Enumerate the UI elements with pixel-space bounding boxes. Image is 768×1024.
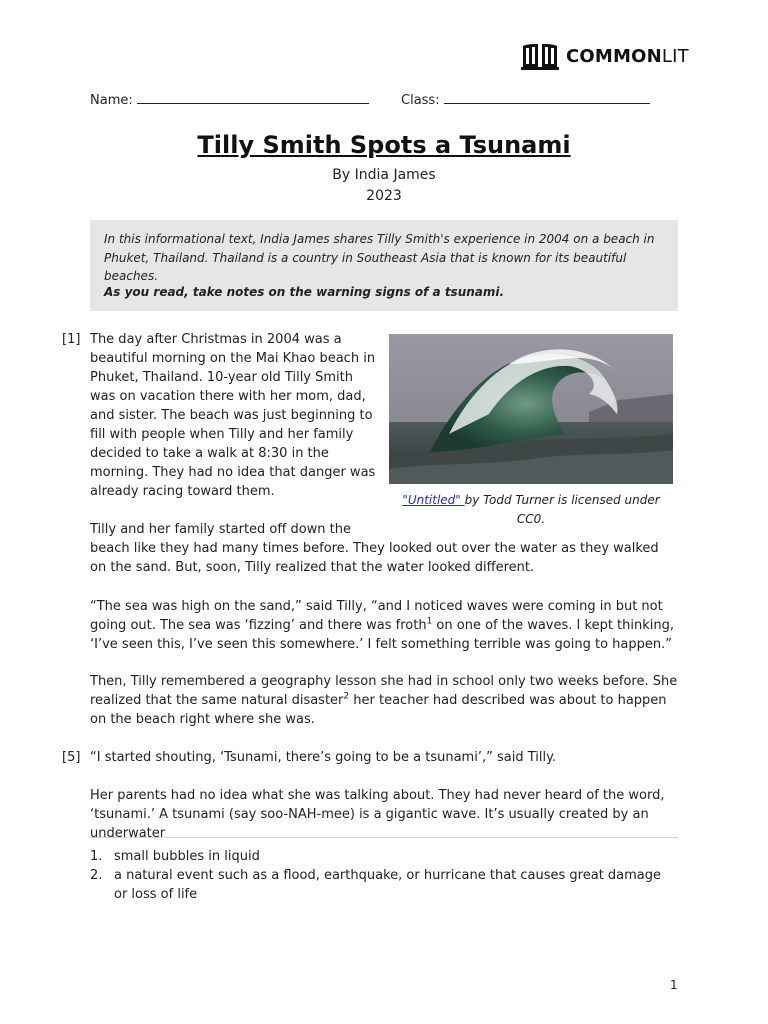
image-license-text: by Todd Turner is licensed under CC0.	[464, 493, 660, 526]
paragraph-3-text-b: on one of the waves. I kept thinking, ‘I’ve seen this, I’ve seen this somewhere.’ I felt something terrible was going to happen.”	[90, 618, 674, 652]
image-source-link[interactable]: "Untitled"	[402, 493, 465, 507]
footnote-1-number: 1.	[90, 849, 103, 864]
byline-block	[0, 165, 768, 207]
class-field	[401, 91, 650, 108]
footnote-ref-1[interactable]: 1	[426, 616, 433, 627]
page-number: 1	[670, 978, 678, 992]
paragraph-4-text-b: her teacher had described was about to happen on the beach right where she was.	[90, 693, 667, 727]
paragraph-1: The day after Christmas in 2004 was a beautiful morning on the Mai Khao beach in Phuket, Thailand. 10-year old Tilly Smith was on vacation there with her mom, dad, and sister. The beach was just beginning to fill with people when Tilly and her family decided to take a walk at 8:30 in the morning. They had no idea that danger was already racing toward them.	[90, 332, 376, 499]
logo-wordmark: COMMONLIT	[566, 45, 689, 67]
paragraph-4-text-a: Then, Tilly remembered a geography lesson she had in school only two weeks before. She realized that the same natural disaster	[90, 674, 678, 708]
paragraph-2: beach like they had many times before. They looked out over the water as they walked on the sand. But, soon, Tilly realized that the water looked different.	[90, 541, 659, 575]
paragraph-number-5: [5]	[62, 750, 81, 765]
author-byline: By India James	[332, 167, 436, 183]
name-field	[90, 91, 369, 108]
footnote-2-text: a natural event such as a flood, earthquake, or hurricane that causes great damage or loss of life	[114, 868, 662, 902]
paragraph-3-text-a: “The sea was high on the sand,” said Tilly, “and I noticed waves were coming in but not going out. The sea was ‘fizzing’ and there was froth	[90, 599, 663, 633]
class-blank[interactable]	[444, 91, 650, 104]
intro-text: In this informational text, India James shares Tilly Smith's experience in 2004 on a beach in Phuket, Thailand. Thailand is a country in Southeast Asia that is known for its beautiful beaches.	[104, 232, 655, 283]
reading-task: As you read, take notes on the warning signs of a tsunami.	[104, 285, 505, 299]
footnote-divider	[90, 837, 678, 838]
class-label: Class:	[401, 93, 440, 108]
footnote-2-number: 2.	[90, 868, 103, 883]
paragraph-3	[90, 597, 678, 654]
book-icon	[521, 42, 559, 70]
footnote-ref-2[interactable]: 2	[343, 691, 350, 702]
publication-year: 2023	[366, 188, 402, 204]
paragraph-5: “I started shouting, ‘Tsunami, there’s going to be a tsunami’,” said Tilly.	[90, 750, 557, 765]
paragraph-4	[90, 672, 678, 729]
intro-box	[90, 220, 678, 311]
footnote-1-text: small bubbles in liquid	[114, 849, 260, 864]
name-label: Name:	[90, 93, 133, 108]
name-blank[interactable]	[137, 91, 369, 104]
paragraph-number-1: [1]	[62, 332, 81, 347]
article-title: Tilly Smith Spots a Tsunami	[197, 131, 571, 159]
tsunami-wave-photo	[389, 334, 673, 484]
paragraph-6: Her parents had no idea what she was talking about. They had never heard of the word, ‘tsunami.’ A tsunami (say soo-NAH-mee) is a gigantic wave. It’s usually created by an underwater	[90, 788, 665, 841]
commonlit-logo	[521, 42, 689, 70]
wave-illustration	[389, 334, 673, 484]
paragraph-2-start: Tilly and her family started off down the	[90, 522, 352, 537]
image-caption	[389, 491, 673, 529]
